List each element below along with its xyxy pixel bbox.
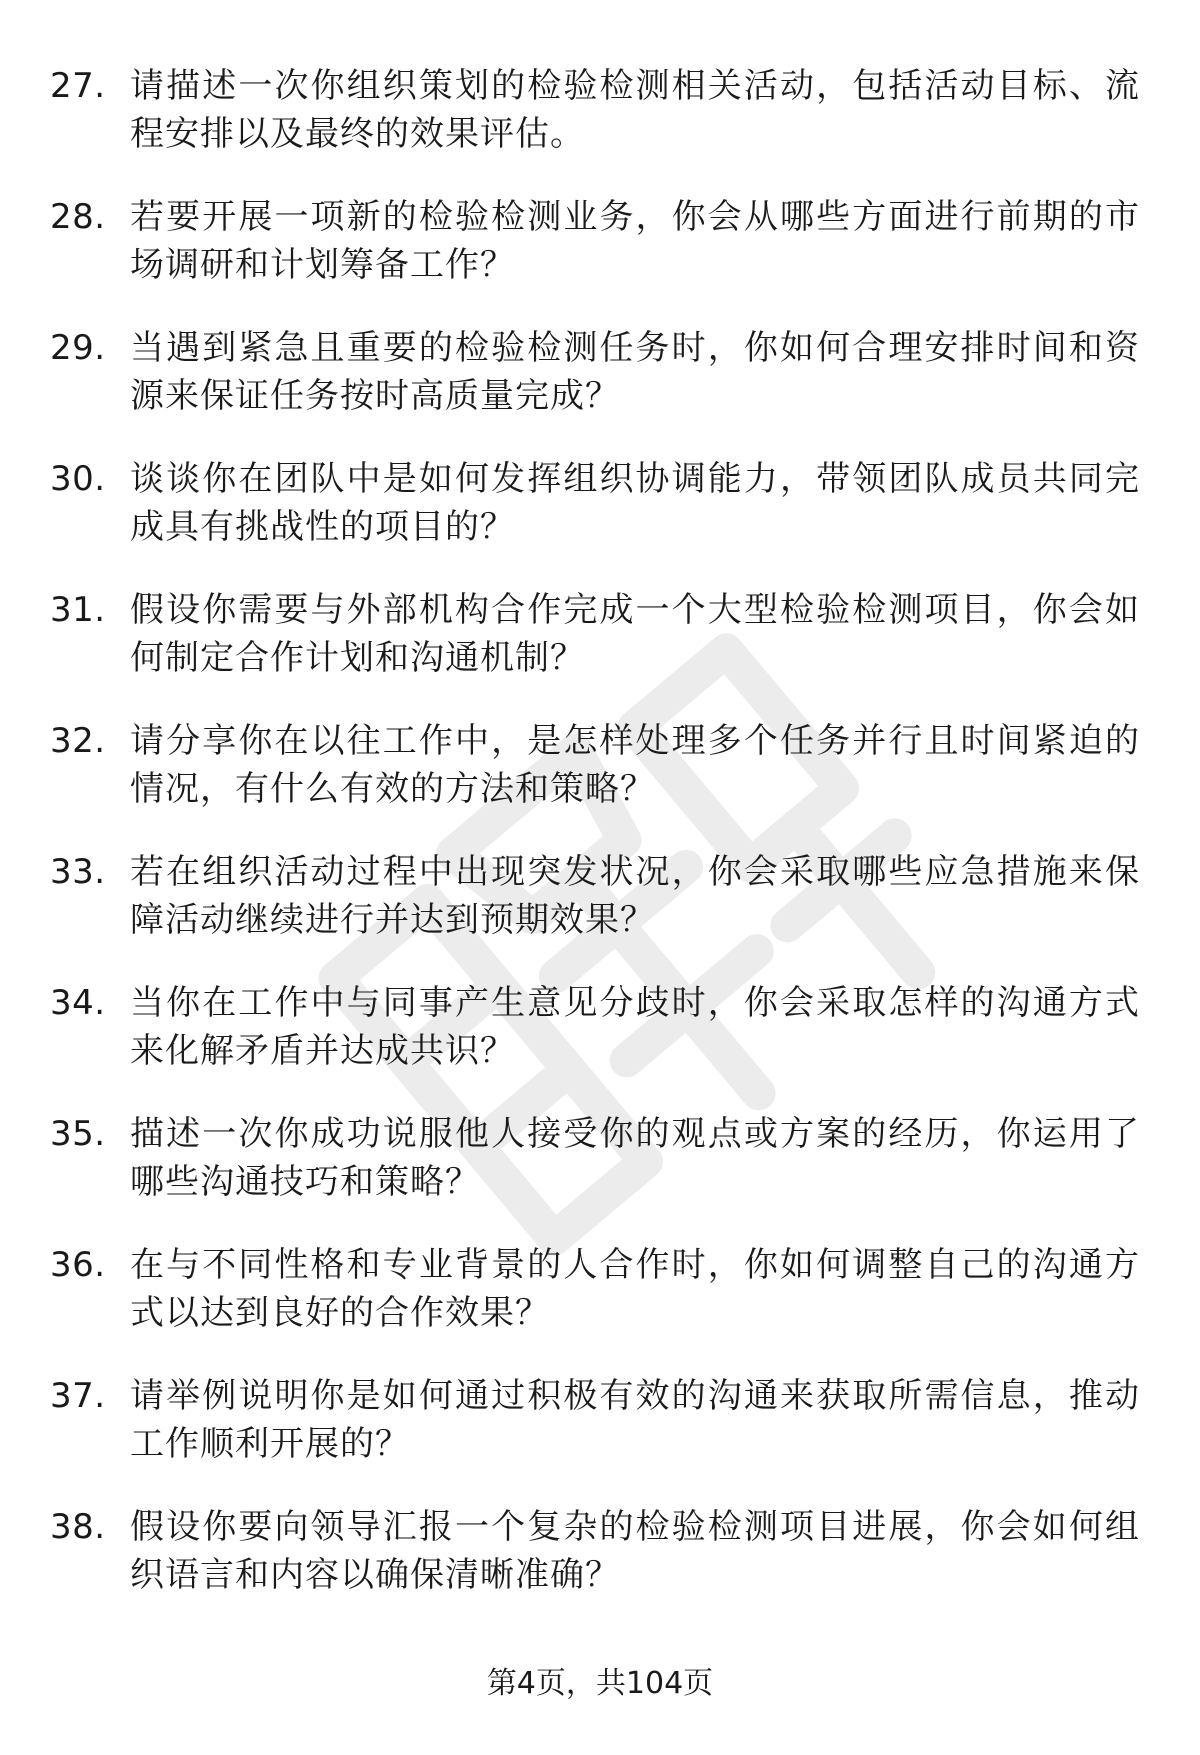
question-item <box>50 193 1140 324</box>
question-item <box>50 586 1140 717</box>
question-item <box>50 848 1140 979</box>
question-item <box>50 1241 1140 1372</box>
question-list <box>50 62 1140 1634</box>
question-text: 假设你要向领导汇报一个复杂的检验检测项目进展，你会如何组织语言和内容以确保清晰准确？ <box>130 1507 1140 1595</box>
question-number: 27. <box>50 66 106 106</box>
question-text: 请分享你在以往工作中，是怎样处理多个任务并行且时间紧迫的情况，有什么有效的方法和策略？ <box>130 721 1140 809</box>
question-text: 请举例说明你是如何通过积极有效的沟通来获取所需信息，推动工作顺利开展的？ <box>130 1376 1140 1464</box>
question-number: 29. <box>50 328 106 368</box>
question-item <box>50 1372 1140 1503</box>
question-text: 若要开展一项新的检验检测业务，你会从哪些方面进行前期的市场调研和计划筹备工作？ <box>130 197 1140 285</box>
question-text: 在与不同性格和专业背景的人合作时，你如何调整自己的沟通方式以达到良好的合作效果？ <box>130 1245 1140 1333</box>
question-text: 谈谈你在团队中是如何发挥组织协调能力，带领团队成员共同完成具有挑战性的项目的？ <box>130 459 1140 547</box>
question-item <box>50 455 1140 586</box>
question-number: 32. <box>50 721 106 761</box>
question-item <box>50 979 1140 1110</box>
question-text: 当遇到紧急且重要的检验检测任务时，你如何合理安排时间和资源来保证任务按时高质量完成？ <box>130 328 1140 416</box>
question-number: 36. <box>50 1245 106 1285</box>
page-footer: 第4页，共104页 <box>486 1666 714 1701</box>
question-number: 31. <box>50 590 106 630</box>
question-item <box>50 1110 1140 1241</box>
question-text: 描述一次你成功说服他人接受你的观点或方案的经历，你运用了哪些沟通技巧和策略？ <box>130 1114 1140 1202</box>
question-item <box>50 62 1140 193</box>
question-number: 33. <box>50 852 106 892</box>
question-number: 30. <box>50 459 106 499</box>
question-number: 35. <box>50 1114 106 1154</box>
question-number: 37. <box>50 1376 106 1416</box>
question-item <box>50 717 1140 848</box>
question-number: 28. <box>50 197 106 237</box>
question-text: 当你在工作中与同事产生意见分歧时，你会采取怎样的沟通方式来化解矛盾并达成共识？ <box>130 983 1140 1071</box>
question-text: 请描述一次你组织策划的检验检测相关活动，包括活动目标、流程安排以及最终的效果评估。 <box>130 66 1140 154</box>
question-item <box>50 324 1140 455</box>
question-number: 34. <box>50 983 106 1023</box>
question-text: 假设你需要与外部机构合作完成一个大型检验检测项目，你会如何制定合作计划和沟通机制？ <box>130 590 1140 678</box>
question-item <box>50 1503 1140 1634</box>
question-text: 若在组织活动过程中出现突发状况，你会采取哪些应急措施来保障活动继续进行并达到预期效果？ <box>130 852 1140 940</box>
question-number: 38. <box>50 1507 106 1547</box>
